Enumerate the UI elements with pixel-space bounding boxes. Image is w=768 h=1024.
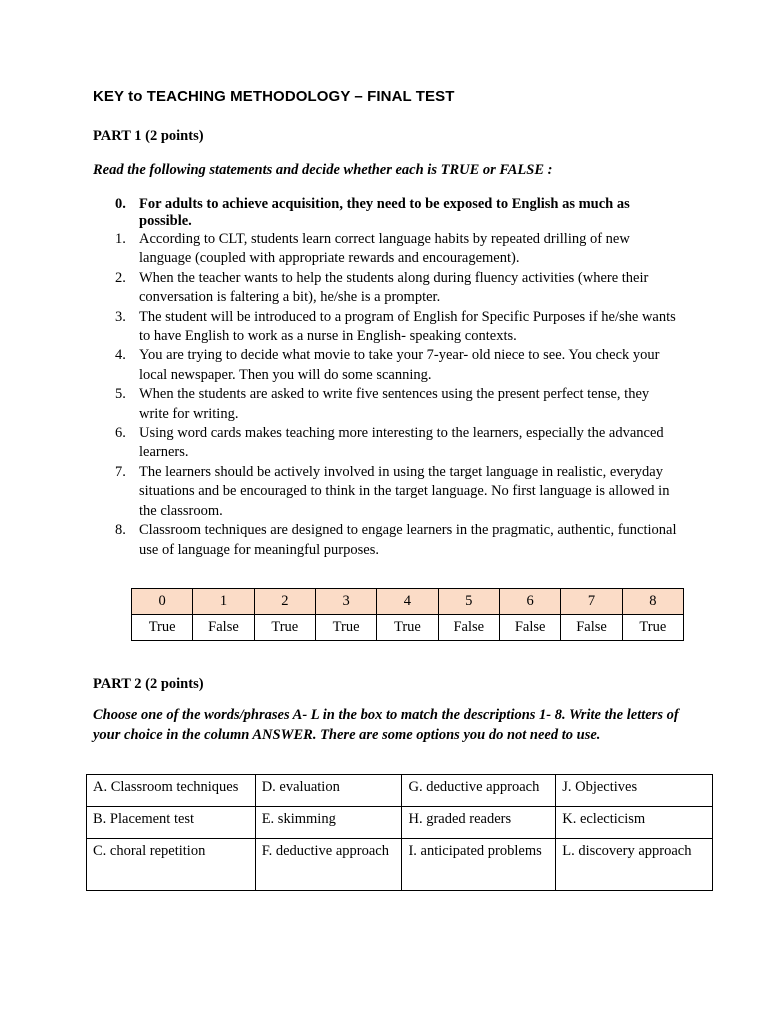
option-cell: E. skimming: [255, 807, 402, 839]
statement-item: [115, 230, 680, 269]
answer-number-cell: 3: [315, 589, 376, 615]
option-cell: C. choral repetition: [87, 839, 256, 891]
statement-list: [115, 196, 680, 560]
statement-text: Classroom techniques are designed to engage learners in the pragmatic, authentic, functional use of language for meaningful purposes.: [139, 522, 677, 558]
statement-number: 7.: [115, 463, 126, 480]
statement-text: For adults to achieve acquisition, they need to be exposed to English as much as possible.: [139, 196, 630, 229]
answer-value-cell: True: [132, 615, 193, 641]
part2-options-table: [86, 774, 713, 891]
statement-number: 0.: [115, 196, 126, 212]
answer-value-cell: False: [193, 615, 254, 641]
statement-item: [115, 424, 680, 463]
statement-number: 2.: [115, 269, 126, 286]
part1-instruction: Read the following statements and decide whether each is TRUE or FALSE :: [93, 162, 553, 178]
options-row: [87, 775, 713, 807]
part2-instruction: Choose one of the words/phrases A- L in the box to match the descriptions 1- 8. Write the letters of your choice in the column ANSWER. There are some options you do not need to use.: [93, 707, 679, 743]
answer-value-cell: False: [499, 615, 560, 641]
part1-answer-table: [131, 588, 684, 641]
statement-item: [115, 196, 680, 229]
statement-text: The learners should be actively involved in using the target language in realistic, everyday situations and be encouraged to think in the target language. No first language is allowed in the classroom.: [139, 463, 670, 519]
part1-heading: PART 1 (2 points): [93, 128, 204, 144]
statement-number: 8.: [115, 522, 126, 539]
answer-number-cell: 2: [254, 589, 315, 615]
statement-item: [115, 521, 680, 560]
option-cell: D. evaluation: [255, 775, 402, 807]
statement-number: 4.: [115, 347, 126, 364]
statement-text: The student will be introduced to a program of English for Specific Purposes if he/she wants to have English to work as a nurse in English- speaking contexts.: [139, 308, 676, 345]
statement-text: You are trying to decide what movie to take your 7-year- old niece to see. You check your local newspaper. Then you will do some scanning.: [139, 347, 660, 383]
answer-value-cell: True: [622, 615, 683, 641]
statement-text: According to CLT, students learn correct language habits by repeated drilling of new language (coupled with appropriate rewards and encouragement).: [139, 231, 630, 267]
statement-item: [115, 269, 680, 308]
statement-item: [115, 385, 680, 424]
option-cell: H. graded readers: [402, 807, 556, 839]
option-cell: J. Objectives: [556, 775, 713, 807]
answer-value-cell: True: [254, 615, 315, 641]
statement-item: [115, 463, 680, 521]
options-row: [87, 807, 713, 839]
statement-text: Using word cards makes teaching more interesting to the learners, especially the advanced learners.: [139, 425, 664, 461]
option-cell: L. discovery approach: [556, 839, 713, 891]
option-cell: A. Classroom techniques: [87, 775, 256, 807]
part2-heading: PART 2 (2 points): [93, 676, 204, 692]
option-cell: K. eclecticism: [556, 807, 713, 839]
statement-item: [115, 346, 680, 385]
options-row: [87, 839, 713, 891]
answer-number-cell: 4: [377, 589, 438, 615]
option-cell: F. deductive approach: [255, 839, 402, 891]
statement-text: When the teacher wants to help the students along during fluency activities (where their conversation is faltering a bit), he/she is a prompter.: [139, 269, 649, 306]
statement-number: 5.: [115, 386, 126, 403]
answer-number-cell: 6: [499, 589, 560, 615]
answer-value-cell: False: [438, 615, 499, 641]
answer-value-cell: True: [315, 615, 376, 641]
answer-number-cell: 8: [622, 589, 683, 615]
answer-number-cell: 1: [193, 589, 254, 615]
answer-number-row: [132, 589, 684, 615]
option-cell: I. anticipated problems: [402, 839, 556, 891]
answer-value-cell: False: [561, 615, 622, 641]
statement-number: 1.: [115, 231, 126, 247]
document-title: KEY to TEACHING METHODOLOGY – FINAL TEST: [93, 88, 455, 105]
statement-text: When the students are asked to write five sentences using the present perfect tense, they write for writing.: [139, 386, 650, 422]
statement-item: [115, 308, 680, 347]
option-cell: G. deductive approach: [402, 775, 556, 807]
statement-number: 6.: [115, 425, 126, 442]
answer-value-cell: True: [377, 615, 438, 641]
answer-number-cell: 5: [438, 589, 499, 615]
answer-number-cell: 0: [132, 589, 193, 615]
answer-value-row: [132, 615, 684, 641]
statement-number: 3.: [115, 308, 126, 325]
answer-number-cell: 7: [561, 589, 622, 615]
option-cell: B. Placement test: [87, 807, 256, 839]
